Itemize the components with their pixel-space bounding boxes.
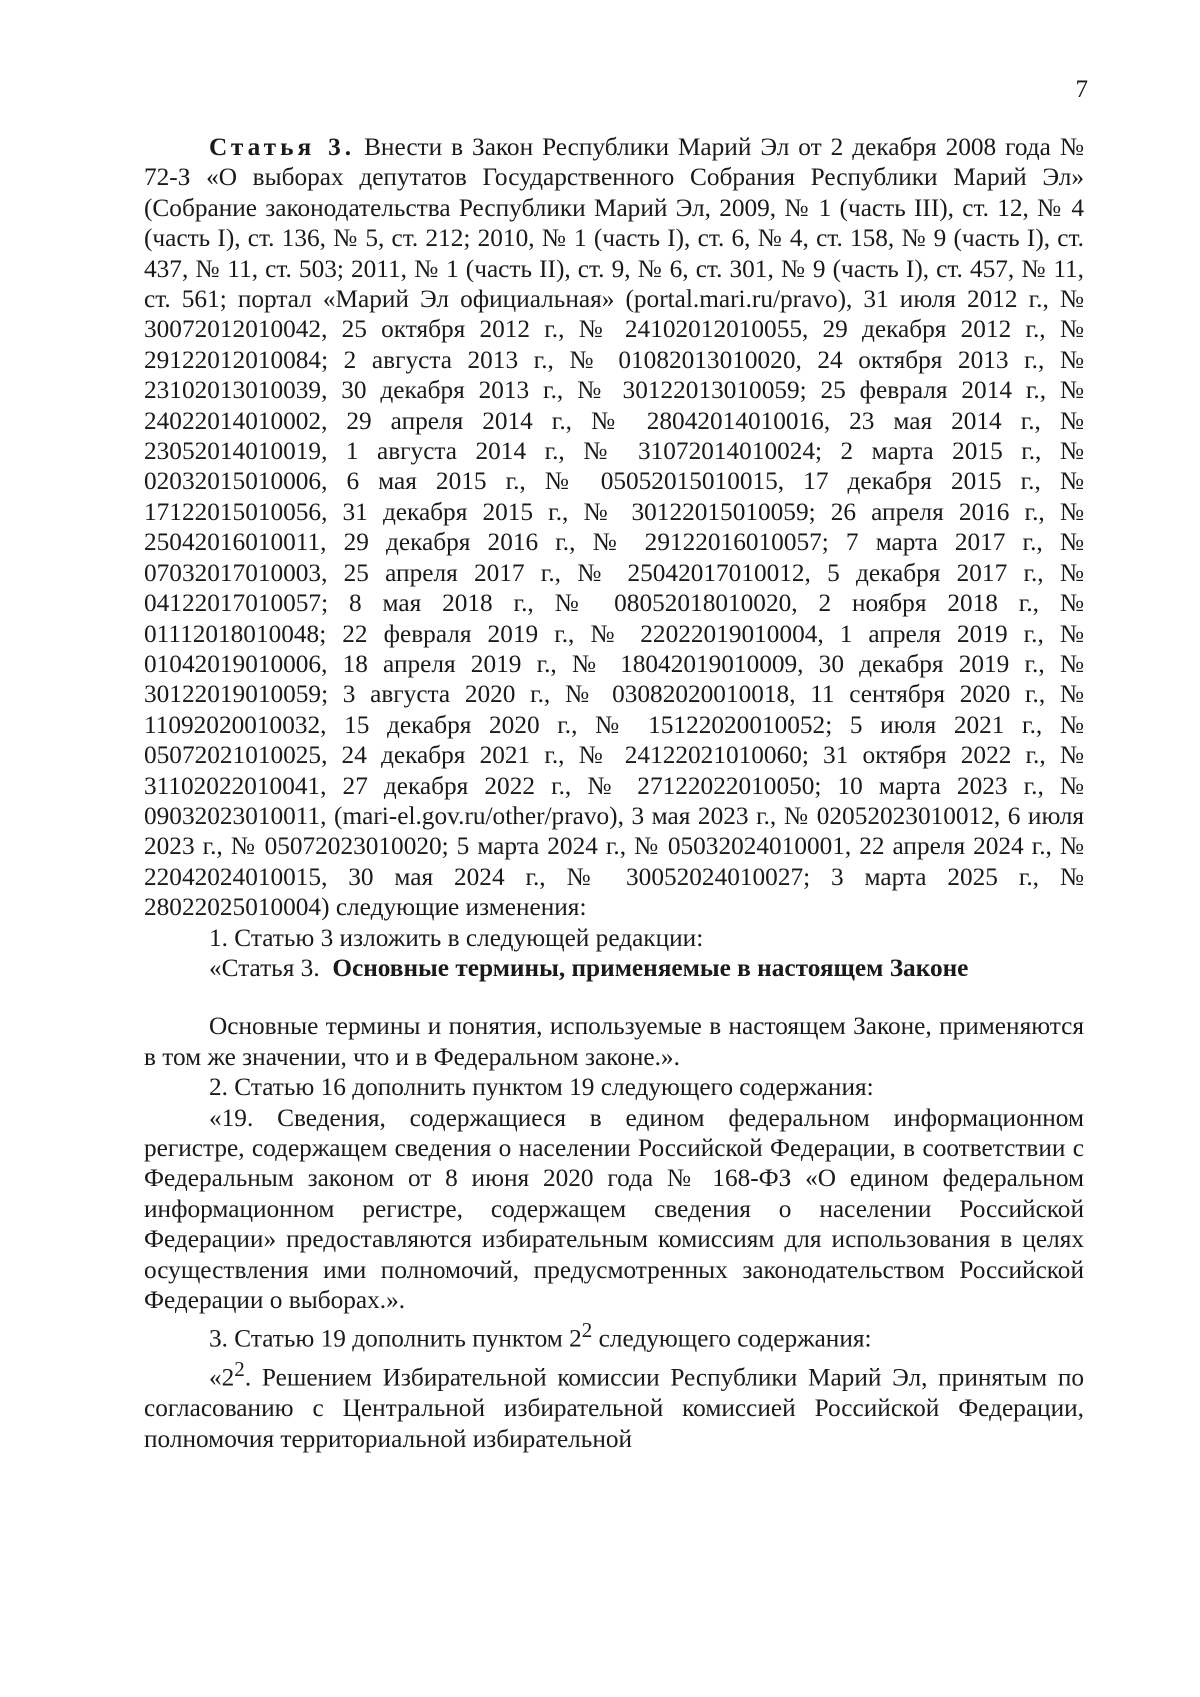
item-3: [144, 1315, 1084, 1354]
document-body: [144, 132, 1084, 1454]
item-2-text: «19. Сведения, содержащиеся в едином федеральном информационном регистре, содержащем сведения о населении Российской Федерации, в соответствии с Федеральным законом от 8 июня 2020 года № 168-ФЗ «О едином федеральном информационном регистре, содержащем сведения о населении Российской Федерации» предоставляются избирательным комиссиям для использования в целях осуществления ими полномочий, предусмотренных законодательством Российской Федерации о выборах.».: [144, 1103, 1084, 1315]
terms-paragraph: Основные термины и понятия, используемые в настоящем Законе, применяются в том же значении, что и в Федеральном законе.».: [144, 1012, 1084, 1071]
item-3-text-before: «2: [209, 1363, 235, 1392]
item-3-text-after: . Решением Избирательной комиссии Республики Марий Эл, принятым по согласованию с Центральной избирательной комиссией Российской Федерации, полномочия территориальной избирательной: [144, 1363, 1084, 1453]
new-article-title: Основные термины, применяемые в настоящем Законе: [332, 953, 969, 982]
page-number: 7: [1075, 76, 1088, 103]
item-3-after: следующего содержания:: [592, 1324, 872, 1353]
item-3-text: [144, 1354, 1084, 1454]
item-3-superscript: 2: [581, 1318, 593, 1343]
item-3-before: 3. Статью 19 дополнить пунктом 2: [209, 1324, 582, 1353]
article-3-paragraph: [144, 132, 1084, 923]
new-article-prefix: «Статья 3.: [209, 953, 320, 982]
article-heading: Статья 3.: [209, 133, 356, 161]
new-article-3-heading: [144, 953, 1084, 983]
item-2: 2. Статью 16 дополнить пунктом 19 следующего содержания:: [209, 1073, 874, 1102]
article-body: Внести в Закон Республики Марий Эл от 2 декабря 2008 года № 72-З «О выборах депутатов Государственного Собрания Республики Марий Эл» (Собрание законодательства Республики Марий Эл, 2009, № 1 (часть III), ст. 12, № 4 (часть I), ст. 136, № 5, ст. 212; 2010, № 1 (часть I), ст. 6, № 4, ст. 158, № 9 (часть I), ст. 437, № 11, ст. 503; 2011, № 1 (часть II), ст. 9, № 6, ст. 301, № 9 (часть I), ст. 457, № 11, ст. 561; портал «Марий Эл официальная» (portal.mari.ru/pravo), 31 июля 2012 г., № 30072012010042, 25 октября 2012 г., № 24102012010055, 29 декабря 2012 г., № 29122012010084; 2 августа 2013 г., № 01082013010020, 24 октября 2013 г., № 23102013010039, 30 декабря 2013 г., № 30122013010059; 25 февраля 2014 г., № 24022014010002, 29 апреля 2014 г., № 28042014010016, 23 мая 2014 г., № 23052014010019, 1 августа 2014 г., № 31072014010024; 2 марта 2015 г., № 02032015010006, 6 мая 2015 г., № 05052015010015, 17 декабря 2015 г., № 17122015010056, 31 декабря 2015 г., № 30122015010059; 26 апреля 2016 г., № 25042016010011, 29 декабря 2016 г., № 29122016010057; 7 марта 2017 г., № 07032017010003, 25 апреля 2017 г., № 25042017010012, 5 декабря 2017 г., № 04122017010057; 8 мая 2018 г., № 08052018010020, 2 ноября 2018 г., № 01112018010048; 22 февраля 2019 г., № 22022019010004, 1 апреля 2019 г., № 01042019010006, 18 апреля 2019 г., № 18042019010009, 30 декабря 2019 г., № 30122019010059; 3 августа 2020 г., № 03082020010018, 11 сентября 2020 г., № 11092020010032, 15 декабря 2020 г., № 15122020010052; 5 июля 2021 г., № 05072021010025, 24 декабря 2021 г., № 24122021010060; 31 октября 2022 г., № 31102022010041, 27 декабря 2022 г., № 27122022010050; 10 марта 2023 г., № 09032023010011, (mari-el.gov.ru/other/pravo), 3 мая 2023 г., № 02052023010012, 6 июля 2023 г., № 05072023010020; 5 марта 2024 г., № 05032024010001, 22 апреля 2024 г., № 22042024010015, 30 мая 2024 г., № 30052024010027; 3 марта 2025 г., № 28022025010004) следующие изменения:: [144, 133, 1085, 922]
item-1: 1. Статью 3 изложить в следующей редакции:: [209, 923, 704, 952]
item-3-text-superscript: 2: [234, 1357, 245, 1382]
